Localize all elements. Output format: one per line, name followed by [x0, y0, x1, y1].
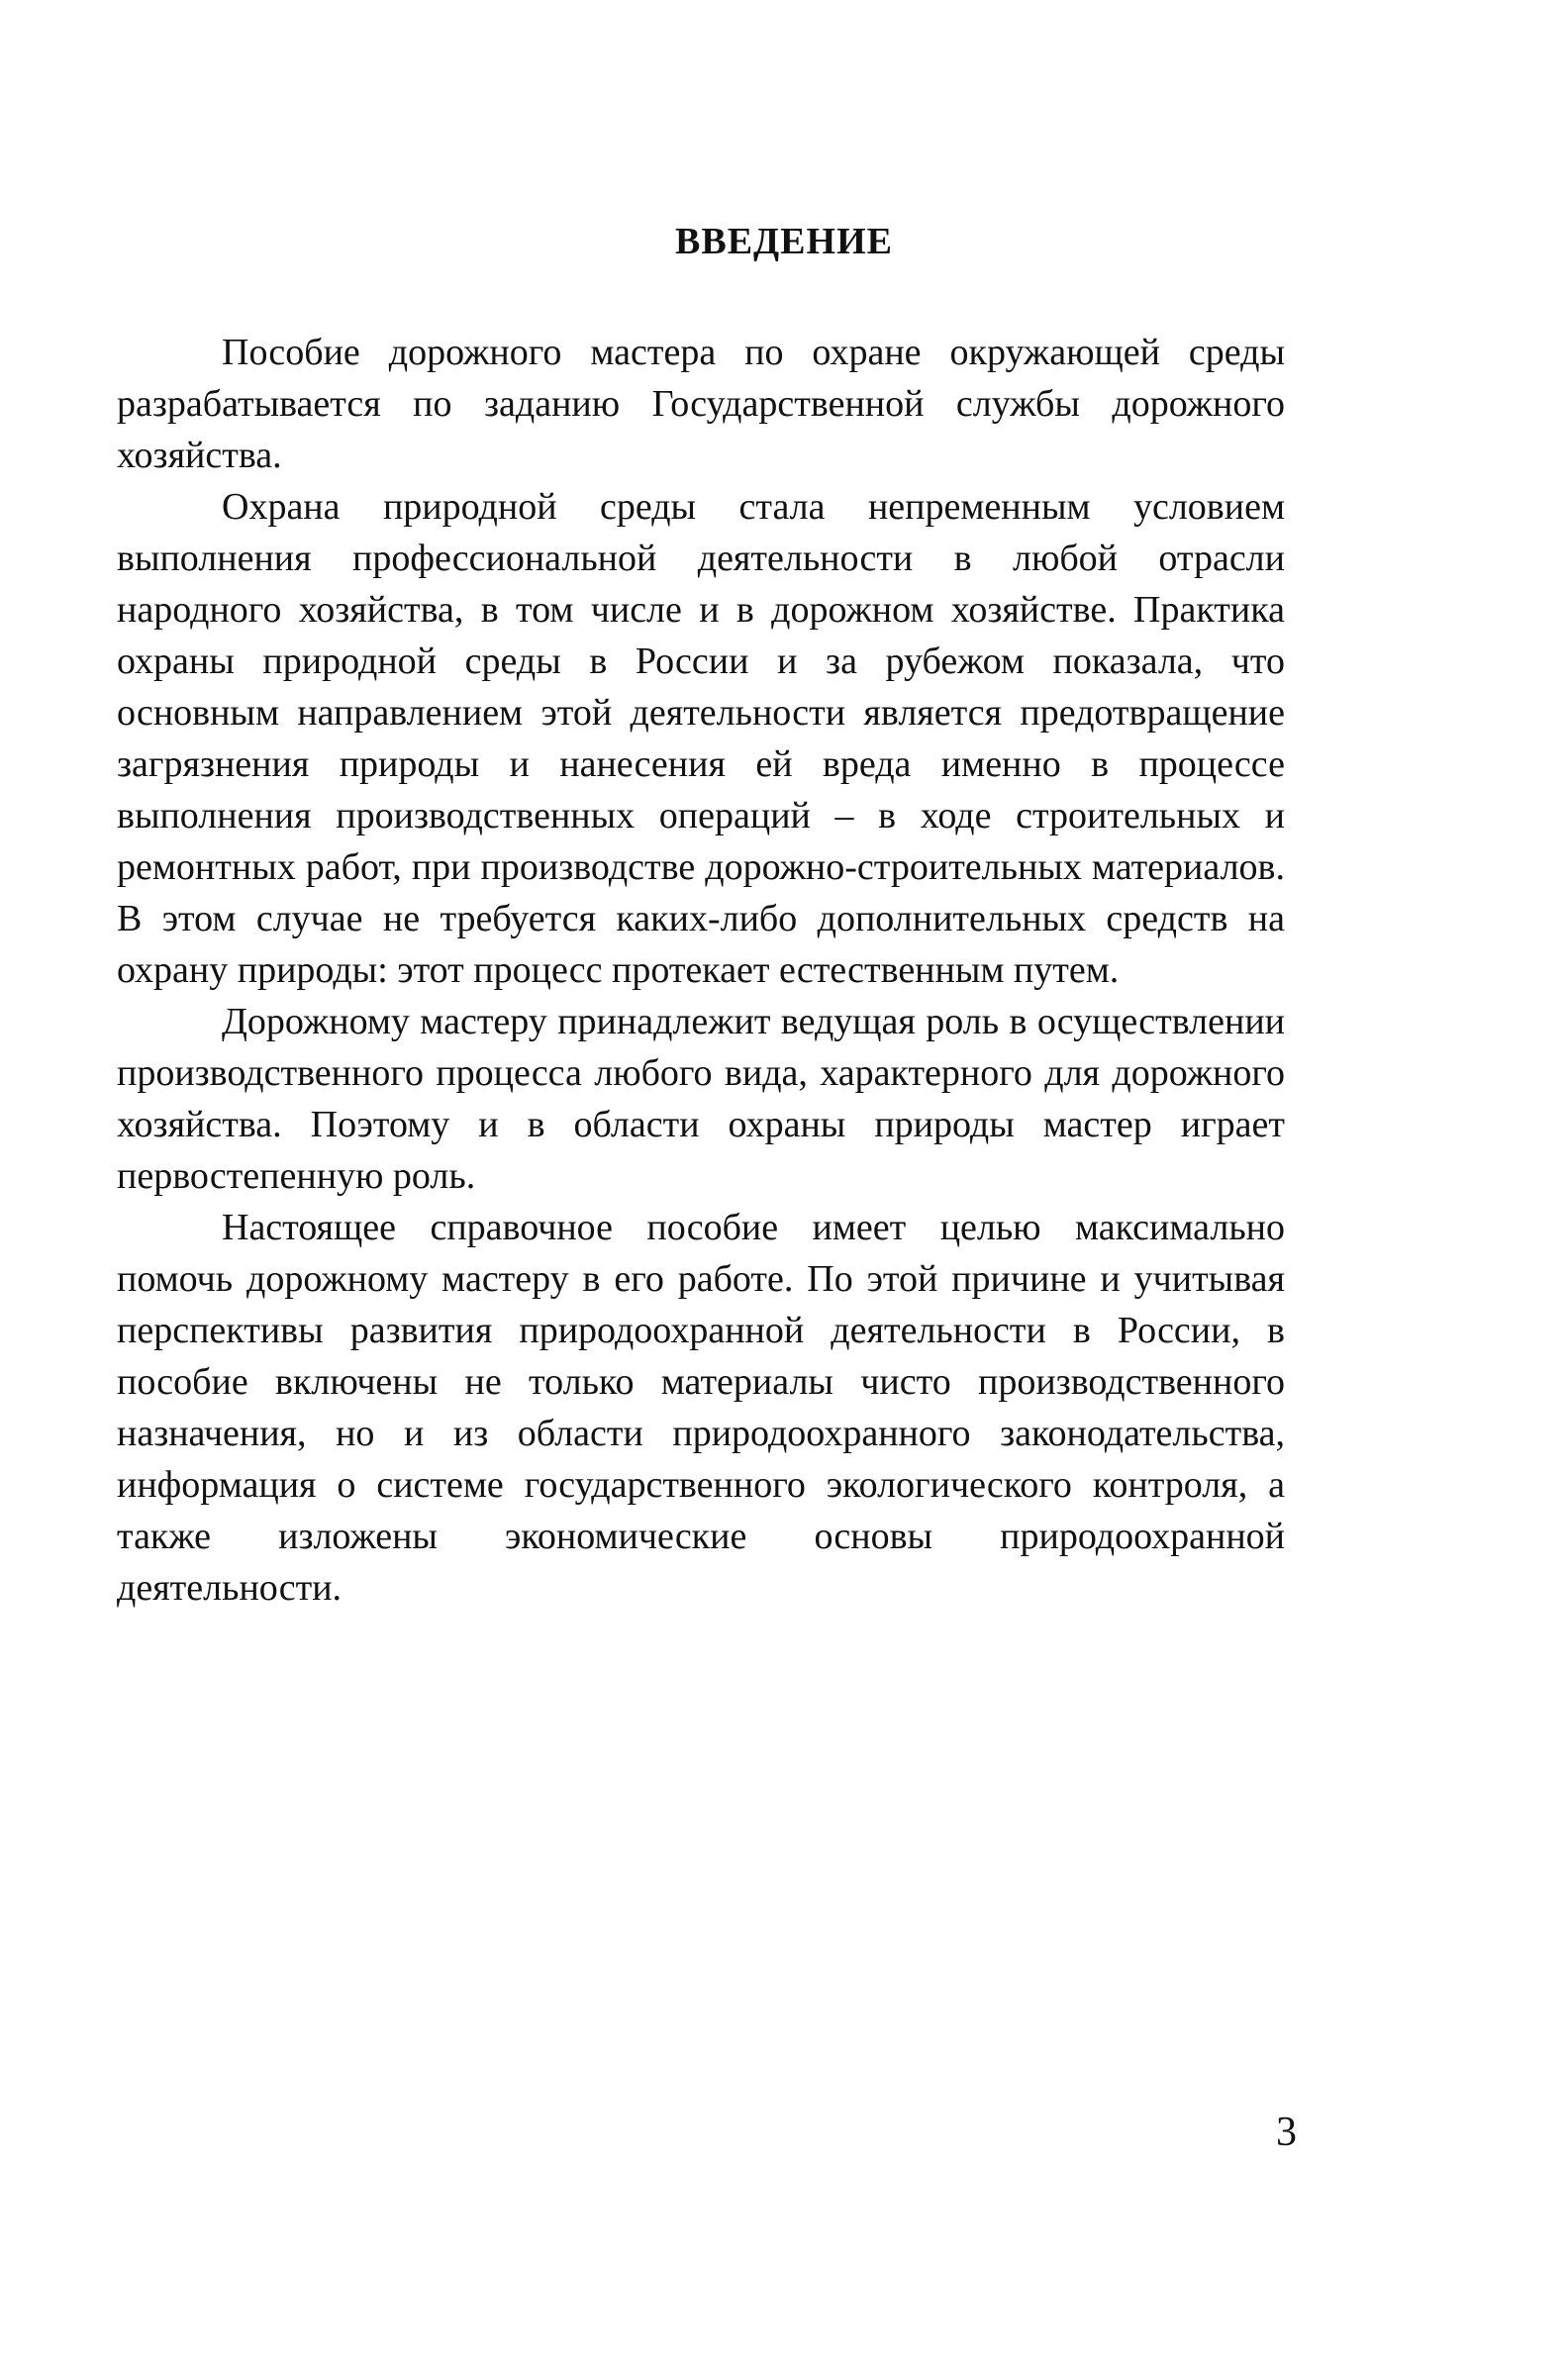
page-number: 3: [1276, 2110, 1297, 2155]
paragraph-3: Дорожному мастеру принадлежит ведущая роль в осуществлении производственного процесса любого вида, характерного для дорожного хозяйства. Поэтому и в области охраны природы мастер играет первостепенную роль.: [117, 1001, 1285, 1197]
paragraph-4: Настоящее справочное пособие имеет целью максимально помочь дорожному мастеру в его работе. По этой причине и учитывая перспективы развития природоохранной деятельности в России, в пособие включены не только материалы чисто производственного назначения, но и из области природоохранного законодательства, информация о системе государственного экологического контроля, а также изложены экономические основы природоохранной деятельности.: [117, 1207, 1285, 1609]
paragraph-2: Охрана природной среды стала непременным условием выполнения профессиональной деятельности в любой отрасли народного хозяйства, в том числе и в дорожном хозяйстве. Практика охраны природной среды в России и за рубежом показала, что основным направлением этой деятельности является предотвращение загрязнения природы и нанесения ей вреда именно в процессе выполнения производственных операций – в ходе строительных и ремонтных работ, при производстве дорожно-строительных материалов. В этом случае не требуется каких-либо дополнительных средств на охрану природы: этот процесс протекает естественным путем.: [117, 486, 1285, 991]
paragraph-1: Пособие дорожного мастера по охране окружающей среды разрабатывается по заданию Государственной службы дорожного хозяйства.: [117, 332, 1285, 476]
body-text: [117, 327, 1285, 1614]
page-title: ВВЕДЕНИЕ: [675, 221, 893, 262]
